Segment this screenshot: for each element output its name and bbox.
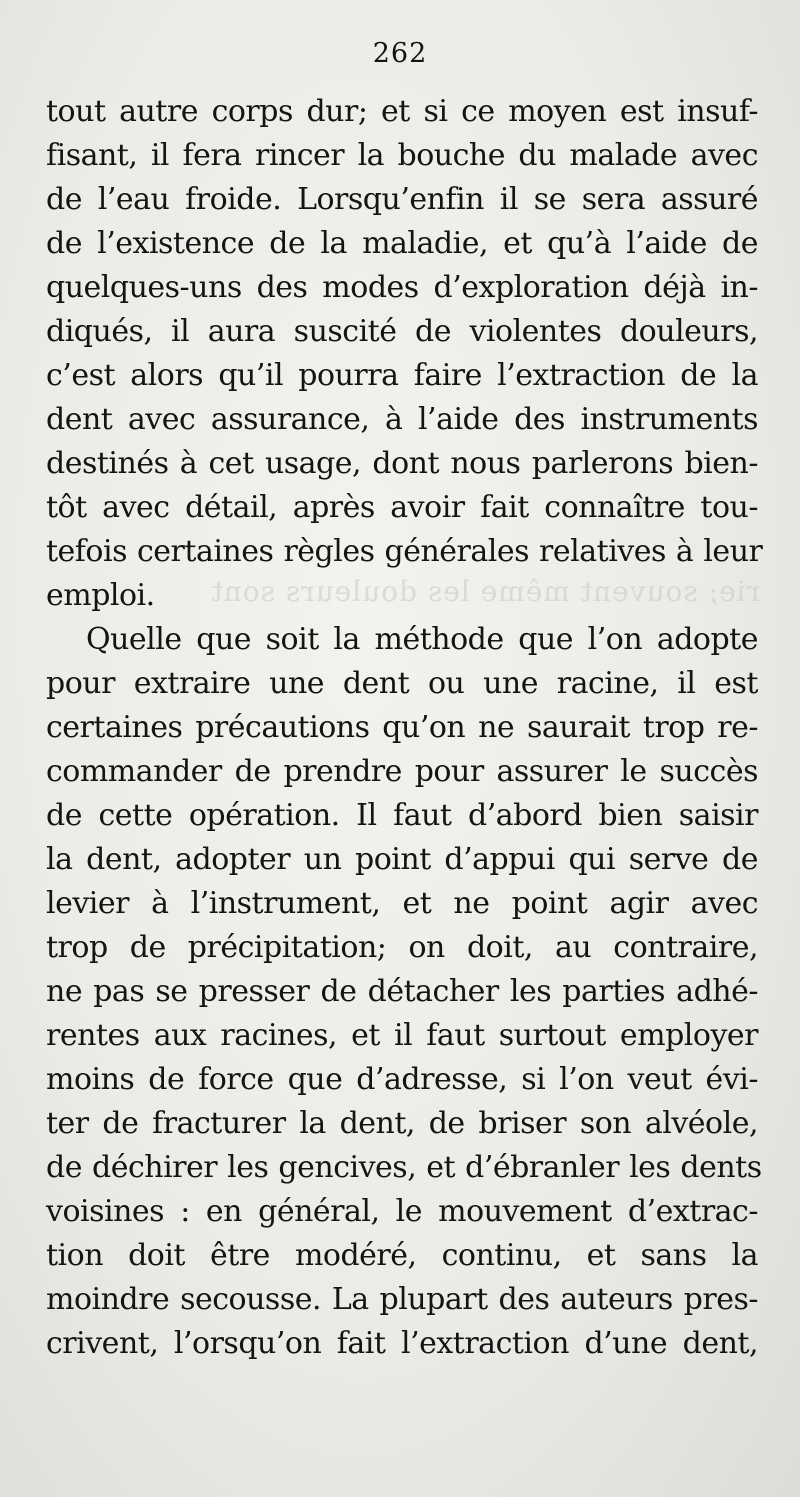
text-line: de déchirer les gencives, et d’ébranler les dents [46, 1150, 762, 1185]
text-line: crivent, l’orsqu’on fait l’extraction d’une dent, [46, 1326, 758, 1361]
text-line: de l’eau froide. Lorsqu’enfin il se sera assuré [46, 182, 758, 217]
text-line: tôt avec détail, après avoir fait connaître tou- [46, 490, 758, 525]
paragraph-1 [46, 90, 763, 618]
text-line: rentes aux racines, et il faut surtout employer [46, 1018, 758, 1053]
text-line: tefois certaines règles générales relatives à leur [46, 534, 763, 569]
text-line: de cette opération. Il faut d’abord bien saisir [46, 798, 758, 833]
text-line: ter de fracturer la dent, de briser son alvéole, [46, 1106, 758, 1141]
show-through-text: rie; souvent même les douleurs sont [210, 575, 760, 608]
text-line: ne pas se presser de détacher les parties adhé- [46, 974, 758, 1009]
text-line: commander de prendre pour assurer le succès [46, 754, 758, 789]
body-text [46, 90, 763, 1366]
text-line: trop de précipitation; on doit, au contraire, [46, 930, 758, 965]
text-line: levier à l’instrument, et ne point agir avec [46, 886, 758, 921]
page-number: 262 [372, 38, 428, 69]
text-line: quelques-uns des modes d’exploration déjà in- [46, 270, 758, 305]
text-line: pour extraire une dent ou une racine, il est [46, 666, 758, 701]
text-line: la dent, adopter un point d’appui qui serve de [46, 842, 758, 877]
text-line: fisant, il fera rincer la bouche du malade avec [46, 138, 758, 173]
text-line: emploi. [46, 578, 155, 613]
text-line: moindre secousse. La plupart des auteurs pres- [46, 1282, 758, 1317]
text-line: voisines : en général, le mouvement d’extrac- [46, 1194, 758, 1229]
text-line: tout autre corps dur; et si ce moyen est insuf- [46, 94, 758, 129]
text-line: de l’existence de la maladie, et qu’à l’aide de [46, 226, 758, 261]
text-line: dent avec assurance, à l’aide des instruments [46, 402, 758, 437]
text-line: c’est alors qu’il pourra faire l’extraction de la [46, 358, 758, 393]
text-line: tion doit être modéré, continu, et sans la [46, 1238, 758, 1273]
paragraph-2 [46, 618, 762, 1366]
text-line: diqués, il aura suscité de violentes douleurs, [46, 314, 758, 349]
text-line: moins de force que d’adresse, si l’on veut évi- [46, 1062, 758, 1097]
text-line: certaines précautions qu’on ne saurait trop re- [46, 710, 758, 745]
text-line: destinés à cet usage, dont nous parlerons bien- [46, 446, 758, 481]
text-line: Quelle que soit la méthode que l’on adopte [86, 622, 758, 657]
